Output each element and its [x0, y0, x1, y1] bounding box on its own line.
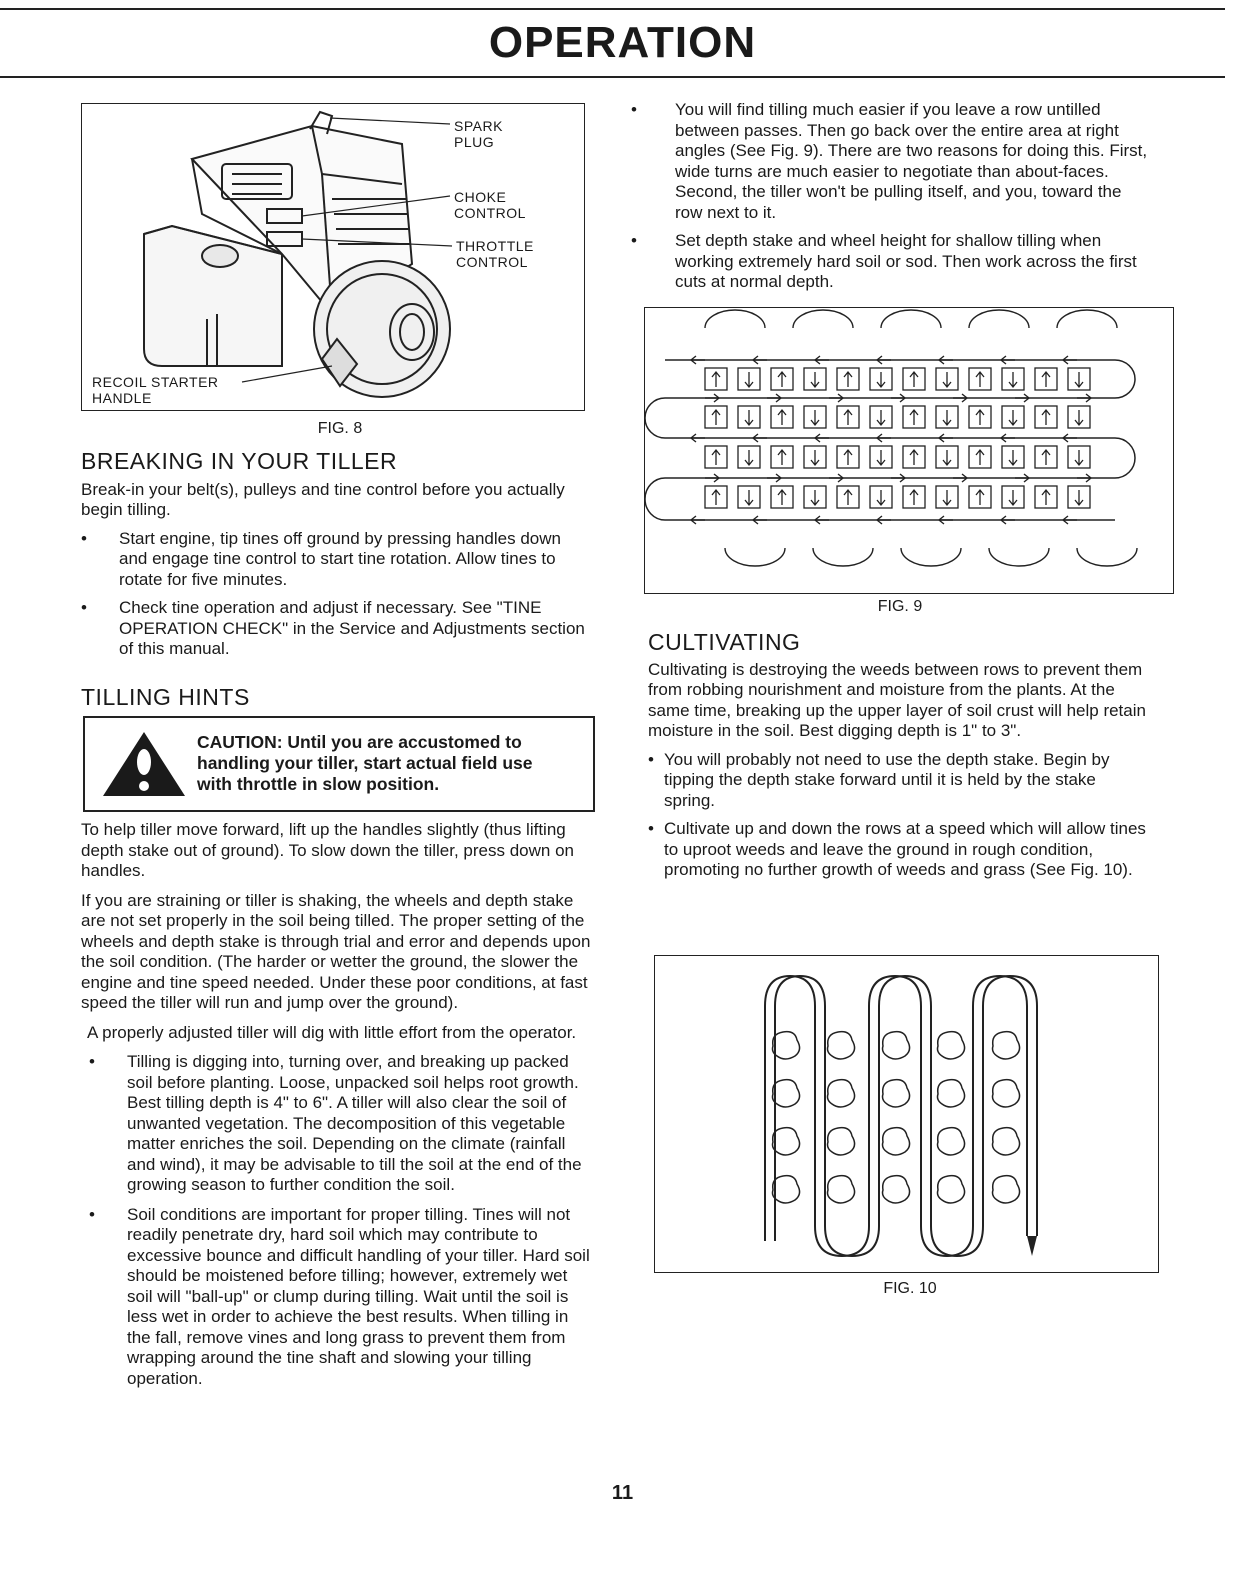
- top-loop: [793, 310, 853, 328]
- caution-text: CAUTION: Until you are accustomed to handling your tiller, start actual field use with throttle in slow position.: [197, 732, 533, 794]
- tilling-para-2: If you are straining or tiller is shaking, the wheels and depth stake are not set properly in the soil being tilled. The proper setting of the wheels and depth stake is through trial and error and depends upon the soil condition. (The harder or wetter the ground, the slower the engine and tine speed needed. Under these poor conditions, at fast speed the tiller will run and jump over the ground).: [81, 890, 591, 1012]
- breaking-in-bullet: • Start engine, tip tines off ground by pressing handles down and engage tine control to start tine rotation. Allow tines to rotate for five minutes.: [81, 528, 561, 589]
- caution-box: [83, 716, 595, 812]
- top-loop: [1057, 310, 1117, 328]
- direction-arrow: [1077, 394, 1091, 402]
- cultivating-bullet: • You will probably not need to use the depth stake. Begin by tipping the depth stake forward until it is held by the stake spring.: [648, 749, 1110, 810]
- cross-arrow: [745, 372, 753, 387]
- cross-arrow: [1042, 410, 1050, 425]
- cross-arrow: [844, 490, 852, 505]
- cross-arrow: [1075, 450, 1083, 465]
- direction-arrow: [691, 356, 705, 364]
- cross-arrow: [712, 450, 720, 465]
- tilling-para-3: A properly adjusted tiller will dig with little effort from the operator.: [87, 1022, 577, 1042]
- throttle-control-label: THROTTLE CONTROL: [456, 238, 534, 270]
- cross-arrow: [1075, 372, 1083, 387]
- top-rule: [0, 8, 1225, 10]
- direction-arrow: [1001, 356, 1015, 364]
- cross-arrow: [877, 490, 885, 505]
- cross-arrow: [745, 490, 753, 505]
- bottom-loop: [813, 548, 873, 566]
- fig8-caption: FIG. 8: [317, 420, 363, 437]
- cross-arrow: [877, 372, 885, 387]
- recoil-starter-label: RECOIL STARTER HANDLE: [92, 374, 219, 406]
- cross-arrow: [910, 450, 918, 465]
- top-loop: [969, 310, 1029, 328]
- cross-arrow: [778, 490, 786, 505]
- cross-arrow: [844, 372, 852, 387]
- fig10-cultivating-pattern: [654, 955, 1159, 1273]
- turn-curve: [1115, 360, 1135, 398]
- turn-curve: [645, 398, 665, 438]
- direction-arrow: [1063, 516, 1077, 524]
- plant-icon: [993, 1128, 1020, 1155]
- direction-arrow: [939, 516, 953, 524]
- direction-arrow: [815, 516, 829, 524]
- tilling-pattern-diagram: [645, 308, 1173, 593]
- direction-arrow: [767, 474, 781, 482]
- cultivating-section: [648, 629, 1150, 881]
- direction-arrow: [753, 434, 767, 442]
- direction-arrow: [891, 394, 905, 402]
- breaking-in-section: [81, 448, 591, 660]
- plant-icon: [993, 1032, 1020, 1059]
- tilling-hints-body: [81, 820, 593, 1389]
- fig9-tilling-pattern: [644, 307, 1174, 594]
- top-loop: [881, 310, 941, 328]
- direction-arrow: [1077, 474, 1091, 482]
- cross-arrow: [877, 410, 885, 425]
- plant-icon: [938, 1080, 965, 1107]
- plant-icon: [828, 1080, 855, 1107]
- plant-icon: [773, 1128, 800, 1155]
- cross-arrow: [844, 410, 852, 425]
- direction-arrow: [829, 474, 843, 482]
- cross-arrow: [778, 372, 786, 387]
- cross-arrow: [712, 372, 720, 387]
- cross-arrow: [1009, 410, 1017, 425]
- cross-arrow: [811, 410, 819, 425]
- cross-arrow: [943, 450, 951, 465]
- cross-arrow: [712, 410, 720, 425]
- cultivating-intro: Cultivating is destroying the weeds between rows to prevent them from robbing nourishment and moisture from the plants. At the same time, breaking up the upper layer of soil crust will help retain moisture in the soil. Best digging depth is 1" to 3".: [648, 659, 1146, 740]
- right-top-bullets: [631, 100, 1149, 293]
- direction-arrow: [767, 394, 781, 402]
- direction-arrow: [953, 394, 967, 402]
- cross-arrow: [1075, 490, 1083, 505]
- right-bullet: • Set depth stake and wheel height for shallow tilling when working extremely hard soil or sod. Then work across the first cuts at normal depth.: [631, 231, 1137, 291]
- path-arrowhead: [1027, 1236, 1037, 1256]
- cross-arrow: [745, 450, 753, 465]
- plant-icon: [938, 1032, 965, 1059]
- direction-arrow: [939, 356, 953, 364]
- cross-arrow: [1009, 490, 1017, 505]
- spark-plug-label: SPARK PLUG: [454, 118, 503, 150]
- plant-icon: [993, 1080, 1020, 1107]
- fig10-caption: FIG. 10: [883, 1280, 937, 1297]
- cross-arrow: [811, 490, 819, 505]
- cross-arrow: [910, 410, 918, 425]
- cultivating-heading: CULTIVATING: [648, 629, 801, 655]
- cross-arrow: [1075, 410, 1083, 425]
- cross-arrow: [1042, 450, 1050, 465]
- direction-arrow: [1001, 516, 1015, 524]
- cross-arrow: [943, 490, 951, 505]
- direction-arrow: [705, 474, 719, 482]
- bottom-loop: [989, 548, 1049, 566]
- cross-arrow: [1009, 450, 1017, 465]
- direction-arrow: [877, 356, 891, 364]
- cultivating-path: [765, 976, 1027, 1256]
- turn-curve: [1115, 438, 1135, 478]
- cross-arrow: [811, 372, 819, 387]
- cross-arrow: [910, 372, 918, 387]
- tilling-para-1: To help tiller move forward, lift up the handles slightly (thus lifting depth stake out of ground). To slow down the tiller, press down on handles.: [81, 820, 574, 880]
- direction-arrow: [691, 516, 705, 524]
- cultivating-bullet: • Cultivate up and down the rows at a speed which will allow tines to uproot weeds and leave the ground in rough condition, promoting no further growth of weeds and grass (See Fig. 10).: [648, 819, 1146, 879]
- breaking-in-bullet: • Check tine operation and adjust if necessary. See "TINE OPERATION CHECK" in the Service and Adjustments section of this manual.: [81, 598, 585, 658]
- cross-arrow: [712, 490, 720, 505]
- fig9-caption: FIG. 9: [877, 598, 923, 615]
- plant-icon: [883, 1032, 910, 1059]
- tilling-bullet: • Tilling is digging into, turning over, and breaking up packed soil before planting. Loose, unpacked soil helps root growth. Best tilling depth is 4" to 6". A tiller will also clear the soil of unwanted vegetation. The decomposition of this vegetable matter enriches the soil. Depending on the climate (rainfall and wind), it may be advisable to till the soil at the end of the growing season to further condition the soil.: [89, 1052, 582, 1194]
- cross-arrow: [943, 372, 951, 387]
- direction-arrow: [753, 516, 767, 524]
- direction-arrow: [891, 474, 905, 482]
- direction-arrow: [877, 516, 891, 524]
- cross-arrow: [976, 372, 984, 387]
- cross-arrow: [910, 490, 918, 505]
- cross-arrow: [976, 490, 984, 505]
- plant-icon: [828, 1128, 855, 1155]
- bottom-loop: [725, 548, 785, 566]
- cross-arrow: [877, 450, 885, 465]
- cross-arrow: [943, 410, 951, 425]
- direction-arrow: [1015, 394, 1029, 402]
- plant-icon: [773, 1032, 800, 1059]
- title-underline: [0, 76, 1225, 78]
- direction-arrow: [939, 434, 953, 442]
- right-bullet: • You will find tilling much easier if you leave a row untilled between passes. Then go back over the entire area at right angles (See Fig. 9). There are two reasons for doing this. First, wide turns are much easier to negotiate than about-faces. Second, the tiller won't be pulling itself, and you, toward the row next to it.: [631, 100, 1148, 222]
- plant-icon: [938, 1176, 965, 1203]
- plant-icon: [773, 1176, 800, 1203]
- page-number: 11: [611, 1482, 634, 1504]
- direction-arrow: [815, 434, 829, 442]
- breaking-in-heading: BREAKING IN YOUR TILLER: [81, 448, 398, 474]
- bottom-loop: [901, 548, 961, 566]
- plant-icon: [828, 1032, 855, 1059]
- cross-arrow: [1042, 372, 1050, 387]
- plant-icon: [938, 1128, 965, 1155]
- breaking-in-intro: Break-in your belt(s), pulleys and tine control before you actually begin tilling.: [81, 479, 565, 519]
- cross-arrow: [778, 410, 786, 425]
- plant-icon: [993, 1176, 1020, 1203]
- plant-icon: [883, 1176, 910, 1203]
- direction-arrow: [705, 394, 719, 402]
- tilling-bullet: • Soil conditions are important for proper tilling. Tines will not readily penetrate dry, hard soil which may contribute to excessive bounce and difficult handling of your tiller. Hard soil should be moistened before tilling; however, extremely wet soil will "ball-up" or clump during tilling. Wait until the soil is less wet in order to achieve the best results. When tilling in the fall, remove vines and long grass to prevent them from wrapping around the tine shaft and slowing your tilling operation.: [89, 1204, 590, 1388]
- direction-arrow: [877, 434, 891, 442]
- direction-arrow: [953, 474, 967, 482]
- bottom-loop: [1077, 548, 1137, 566]
- choke-control-label: CHOKE CONTROL: [454, 189, 526, 221]
- direction-arrow: [753, 356, 767, 364]
- cultivating-pattern-diagram: [655, 956, 1158, 1272]
- page-title: OPERATION: [488, 18, 757, 67]
- plant-icon: [773, 1080, 800, 1107]
- plant-icon: [883, 1080, 910, 1107]
- cross-arrow: [1009, 372, 1017, 387]
- cross-arrow: [811, 450, 819, 465]
- direction-arrow: [815, 356, 829, 364]
- direction-arrow: [691, 434, 705, 442]
- tilling-hints-heading: TILLING HINTS: [81, 684, 250, 710]
- direction-arrow: [1015, 474, 1029, 482]
- direction-arrow: [829, 394, 843, 402]
- cross-arrow: [778, 450, 786, 465]
- direction-arrow: [1063, 356, 1077, 364]
- cross-arrow: [1042, 490, 1050, 505]
- turn-curve: [645, 478, 665, 520]
- direction-arrow: [1063, 434, 1077, 442]
- direction-arrow: [1001, 434, 1015, 442]
- cross-arrow: [976, 450, 984, 465]
- warning-icon: [99, 728, 189, 800]
- cross-arrow: [745, 410, 753, 425]
- plant-icon: [828, 1176, 855, 1203]
- top-loop: [705, 310, 765, 328]
- plant-icon: [883, 1128, 910, 1155]
- cross-arrow: [976, 410, 984, 425]
- fig8-engine-diagram: [81, 103, 585, 411]
- cross-arrow: [844, 450, 852, 465]
